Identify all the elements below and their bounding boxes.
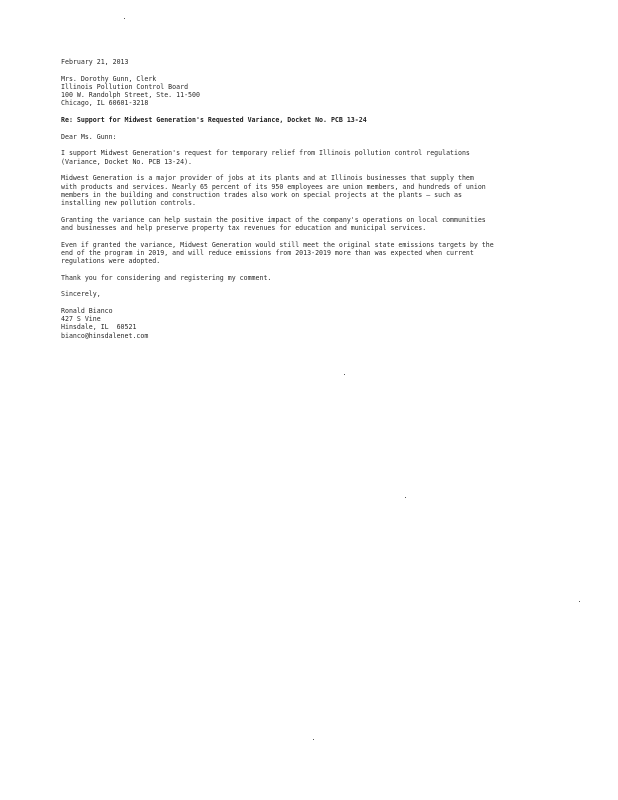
paragraph-line: with products and services. Nearly 65 percent of its 950 employees are union members, and hundreds of union (61, 182, 486, 191)
scan-speck (579, 601, 580, 602)
paragraph (61, 274, 561, 282)
paragraph-line: Granting the variance can help sustain the positive impact of the company's operations on local communities (61, 215, 486, 224)
signature-block (61, 307, 561, 340)
letter-closing: Sincerely, (61, 290, 101, 299)
letter-subject: Re: Support for Midwest Generation's Requested Variance, Docket No. PCB 13-24 (61, 116, 367, 125)
signature-email: bianco@hinsdalenet.com (61, 331, 149, 340)
paragraph-line: and businesses and help preserve property tax revenues for education and municipal services. (61, 223, 427, 232)
scan-speck (405, 497, 406, 498)
paragraph-line: I support Midwest Generation's request for temporary relief from Illinois pollution control regulations (61, 149, 470, 158)
paragraph (61, 241, 561, 266)
recipient-address (61, 75, 561, 108)
paragraph (61, 174, 561, 207)
paragraph-line: members in the building and construction trades also work on special projects at the plants — such as (61, 190, 462, 199)
recipient-line: 100 W. Randolph Street, Ste. 11-500 (61, 91, 200, 100)
scan-speck (344, 374, 345, 375)
letter-date: February 21, 2013 (61, 58, 129, 66)
scan-speck (124, 18, 125, 19)
paragraph-line: end of the program in 2019, and will reduce emissions from 2013-2019 more than was expected when current (61, 248, 474, 257)
recipient-line: Mrs. Dorothy Gunn, Clerk (61, 74, 157, 83)
paragraph (61, 149, 561, 165)
paragraph (61, 216, 561, 232)
paragraph-line: installing new pollution controls. (61, 198, 196, 207)
paragraph-line: (Variance, Docket No. PCB 13-24). (61, 157, 193, 166)
recipient-line: Chicago, IL 60601-3218 (61, 99, 149, 108)
paragraph-line: Thank you for considering and registering my comment. (61, 273, 272, 282)
letter-body (61, 58, 561, 340)
paragraph-line: Even if granted the variance, Midwest Generation would still meet the original state emissions targets by the (61, 240, 494, 249)
signature-street: 427 S Vine (61, 315, 101, 324)
paragraph-line: Midwest Generation is a major provider of jobs at its plants and at Illinois businesses that supply them (61, 174, 474, 183)
recipient-line: Illinois Pollution Control Board (61, 82, 189, 91)
signature-name: Ronald Bianco (61, 307, 113, 316)
letter-salutation: Dear Ms. Gunn: (61, 132, 117, 141)
scan-speck (313, 739, 314, 740)
paragraph-line: regulations were adopted. (61, 256, 161, 265)
signature-city: Hinsdale, IL 60521 (61, 323, 137, 332)
